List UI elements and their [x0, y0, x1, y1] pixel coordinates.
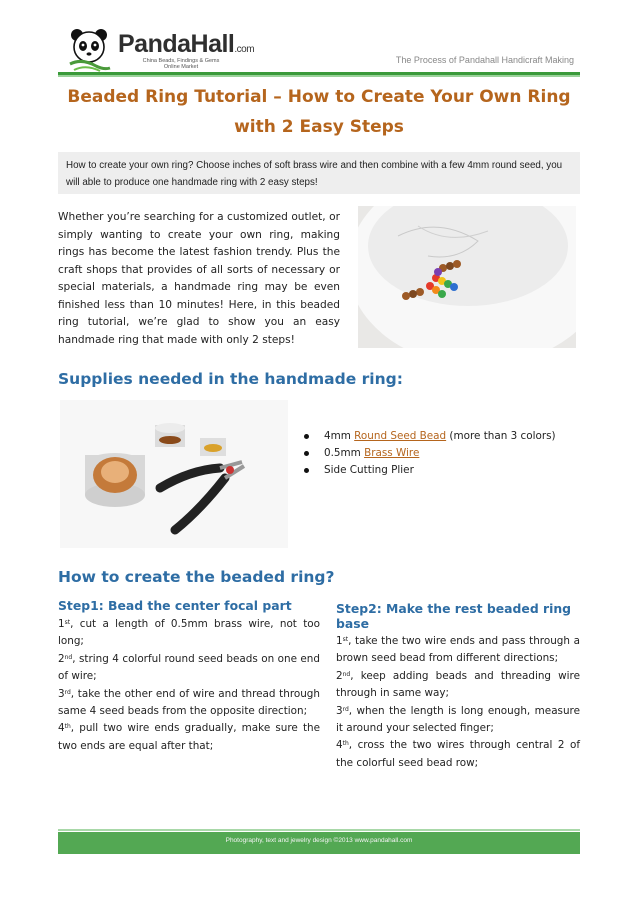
list-item: 3rd, when the length is long enough, measure it around your selected finger;	[336, 704, 580, 735]
list-item: 4th, pull two wire ends gradually, make sure the two ends are equal after that;	[58, 722, 320, 752]
step2-text	[336, 633, 580, 772]
brand-tagline: China Beads, Findings & Gems Online Market	[142, 58, 220, 70]
footer-credit: Photography, text and jewelry design ©2013 www.pandahall.com	[225, 837, 413, 844]
list-item: 0.5mm Brass Wire	[300, 445, 556, 462]
footer-divider	[58, 829, 580, 831]
beaded-ring-photo	[358, 206, 576, 348]
list-item: 2nd, string 4 colorful round seed beads on one end of wire;	[58, 652, 320, 683]
how-to-heading: How to create the beaded ring?	[58, 568, 335, 586]
supplies-list	[300, 428, 556, 479]
panda-mascot-icon	[68, 26, 112, 72]
list-item: 4mm Round Seed Bead (more than 3 colors)	[300, 428, 556, 445]
bullet-icon	[304, 434, 309, 439]
list-item: 1st, cut a length of 0.5mm brass wire, not too long;	[58, 618, 320, 648]
page-title: Beaded Ring Tutorial – How to Create Your Own Ring with 2 Easy Steps	[67, 87, 571, 137]
list-item: 1st, take the two wire ends and pass through a brown seed bead from different directions;	[336, 635, 580, 665]
list-item: 3rd, take the other end of wire and thread through same 4 seed beads from the opposite direction;	[58, 687, 320, 718]
list-item: 4th, cross the two wires through central 2 of the colorful seed bead row;	[336, 739, 580, 769]
intro-paragraph: Whether you’re searching for a customized outlet, or simply wanting to create your own ring, making rings has become the latest fashion trendy. Plus the craft shops that provides of all sorts of necessary or special materials, a handmade ring may be even finished less than 10 minutes! Here, in this beaded ring tutorial, we’re glad to show you an easy handmade ring that made with only 2 steps!	[58, 211, 340, 346]
pandahall-logo	[68, 26, 258, 72]
header-caption: The Process of Pandahall Handicraft Making	[395, 55, 574, 65]
summary-box: How to create your own ring? Choose inches of soft brass wire and then combine with a few 4mm round seed, you will able to produce one handmade ring with 2 easy steps!	[58, 152, 580, 194]
step2-title: Step2: Make the rest beaded ring base	[336, 601, 572, 631]
step1-title: Step1: Bead the center focal part	[58, 598, 292, 613]
bullet-icon	[304, 451, 309, 456]
brand-name: PandaHall.com	[118, 30, 255, 58]
bullet-icon	[304, 468, 309, 473]
list-item: Side Cutting Plier	[300, 462, 556, 479]
supplies-photo	[60, 400, 288, 548]
list-item: 2nd, keep adding beads and threading wire through in same way;	[336, 669, 580, 700]
round-seed-bead-link[interactable]: Round Seed Bead	[354, 430, 447, 442]
header-divider-light	[58, 75, 580, 77]
step1-text	[58, 616, 320, 755]
supplies-heading: Supplies needed in the handmade ring:	[58, 370, 403, 388]
brass-wire-link[interactable]: Brass Wire	[364, 447, 420, 459]
